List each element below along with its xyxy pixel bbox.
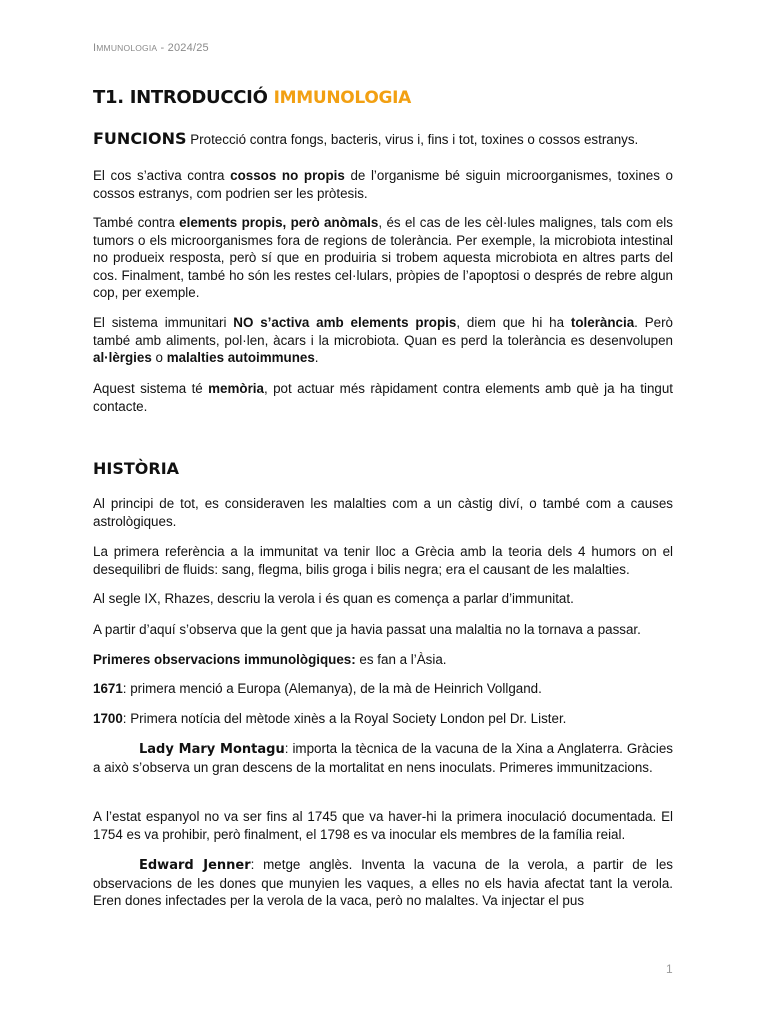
funcions-paragraph xyxy=(93,130,673,149)
title-accent: IMMUNOLOGIA xyxy=(273,88,412,108)
text-run: . Però també amb aliments, pol·len, àcars i la microbiota. Quan es perd la tolerància es desenvolupen xyxy=(93,315,673,348)
text-run: de l’organisme bé siguin microorganismes, toxines o cossos estranys, com podrien ser les pròtesis. xyxy=(93,168,673,201)
running-header-initial: I xyxy=(93,42,97,54)
text-run: El sistema immunitari xyxy=(93,315,234,330)
funcions-text: Protecció contra fongs, bacteris, virus i, fins i tot, toxines o cossos estranys. xyxy=(186,132,639,147)
bold-run: elements propis, però anòmals xyxy=(179,215,379,230)
historia-paragraph-3: Al segle IX, Rhazes, descriu la verola i és quan es comença a parlar d’immunitat. xyxy=(93,591,574,606)
historia-paragraph-7 xyxy=(93,710,673,728)
text-run: Aquest sistema té xyxy=(93,381,209,396)
bold-run: tolerància xyxy=(570,315,635,330)
funcions-label: FUNCIONS xyxy=(93,129,187,148)
bold-run: malalties autoimmunes xyxy=(166,350,315,365)
historia-paragraph-1: Al principi de tot, es consideraven les malalties com a un càstig diví, o també com a causes astrològiques. xyxy=(93,496,673,529)
paragraph-cossos-no-propis xyxy=(93,167,673,202)
running-header-year: - 2024/25 xyxy=(157,42,209,54)
text-run: es fan a l’Àsia. xyxy=(355,652,447,667)
bold-run: NO s’activa amb elements propis xyxy=(233,315,457,330)
document-title xyxy=(93,87,411,108)
bold-run: Edward Jenner xyxy=(139,858,251,873)
bold-run: Lady Mary Montagu xyxy=(139,742,285,757)
title-main: T1. INTRODUCCIÓ xyxy=(93,87,268,108)
historia-paragraph-spain: A l’estat espanyol no va ser fins al 1745 que va haver-hi la primera inoculació documentada. El 1754 es va prohibir, però finalment, el 1798 es va inocular els membres de la família reial. xyxy=(93,809,673,842)
bold-run: 1700 xyxy=(93,711,123,726)
text-run: o xyxy=(151,350,167,365)
historia-paragraph-jenner xyxy=(93,856,673,910)
text-run: : metge anglès. Inventa la vacuna de la verola, a partir de les observacions de les dones que munyien les vaques, a elles no els havia afectat tant la verola. Eren dones infectades per la verola de la vaca, però no malaltes. Va injectar el pus xyxy=(93,857,673,908)
bold-run: memòria xyxy=(208,381,264,396)
text-run: . xyxy=(314,350,319,365)
text-run: : Primera notícia del mètode xinès a la Royal Society London pel Dr. Lister. xyxy=(122,711,567,726)
running-header xyxy=(93,42,209,54)
bold-run: cossos no propis xyxy=(230,168,345,183)
bold-run: Primeres observacions immunològiques: xyxy=(93,652,356,667)
text-run: També contra xyxy=(93,215,180,230)
bold-run: al·lèrgies xyxy=(93,350,152,365)
page-number: 1 xyxy=(666,962,673,976)
historia-paragraph-6 xyxy=(93,680,673,698)
bold-run: 1671 xyxy=(93,681,123,696)
paragraph-tolerancia xyxy=(93,314,673,367)
historia-paragraph-4: A partir d’aquí s’observa que la gent que ja havia passat una malaltia no la tornava a passar. xyxy=(93,622,641,637)
text-run: , és el cas de les cèl·lules malignes, tals com els tumors o els microorganismes fora de regions de tolerància. Per exemple, la microbiota intestinal no produeix resposta, però sí que en produiria si trobem aquesta microbiota en altres parts del cos. Finalment, també ho són les restes cel·lulars, pròpies de l’apoptosi o després de rebre algun cop, per exemple. xyxy=(93,215,673,300)
text-run: : primera menció a Europa (Alemanya), de la mà de Heinrich Vollgand. xyxy=(122,681,542,696)
paragraph-elements-anomals xyxy=(93,214,673,302)
historia-paragraph-2: La primera referència a la immunitat va tenir lloc a Grècia amb la teoria dels 4 humors on el desequilibri de fluids: sang, flegma, bilis groga i bilis negra; era el causant de les malalties. xyxy=(93,544,673,577)
running-header-subject: MMUNOLOGIA xyxy=(96,43,158,53)
historia-heading: HISTÒRIA xyxy=(93,459,180,478)
text-run: , pot actuar més ràpidament contra elements amb què ja ha tingut contacte. xyxy=(93,381,674,414)
text-run: El cos s’activa contra xyxy=(93,168,231,183)
historia-paragraph-5 xyxy=(93,651,673,669)
historia-paragraph-montagu xyxy=(93,740,673,776)
text-run: : importa la tècnica de la vacuna de la Xina a Anglaterra. Gràcies a això s’observa un gran descens de la mortalitat en nens inoculats. Primeres immunitzacions. xyxy=(93,741,673,775)
text-run: , diem que hi ha xyxy=(456,315,571,330)
paragraph-memoria xyxy=(93,380,673,415)
